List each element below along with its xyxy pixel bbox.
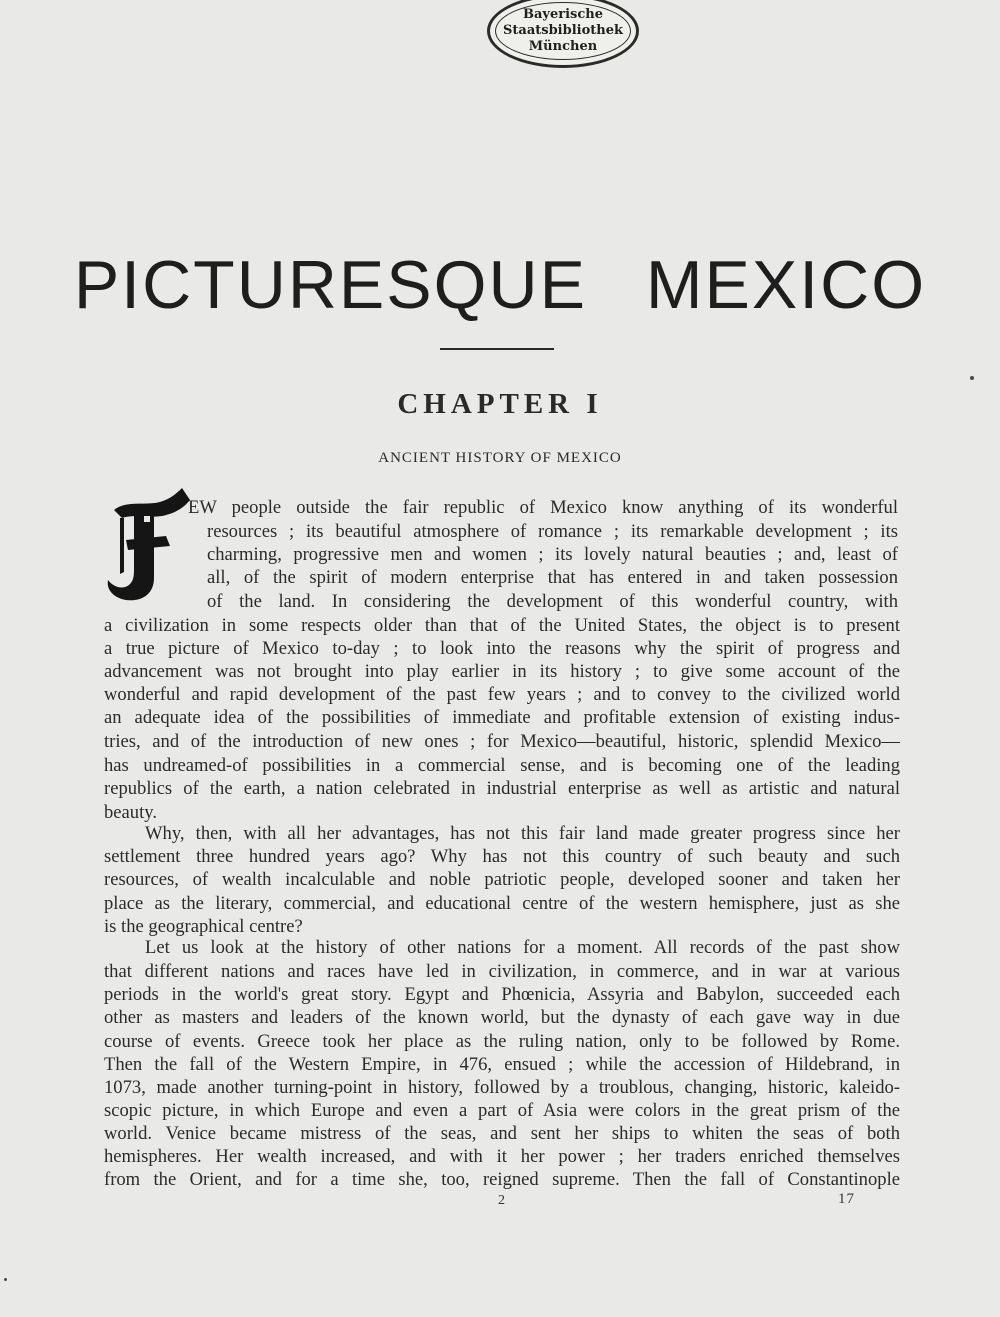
body-line: of the land. In considering the development of this wonderful country, with bbox=[207, 591, 898, 612]
body-line: Let us look at the history of other nations for a moment. All records of the past show bbox=[145, 937, 900, 958]
body-line: world. Venice became mistress of the seas, and sent her ships to whiten the seas of both bbox=[104, 1123, 900, 1144]
page-number: 17 bbox=[838, 1191, 855, 1207]
body-line: from the Orient, and for a time she, too, reigned supreme. Then the fall of Constantinople bbox=[104, 1169, 900, 1190]
body-line: place as the literary, commercial, and educational centre of the western hemisphere, just as she bbox=[104, 893, 900, 914]
body-line: all, of the spirit of modern enterprise that has entered in and taken possession bbox=[207, 567, 898, 588]
body-line: charming, progressive men and women ; its lovely natural beauties ; and, least of bbox=[207, 544, 898, 565]
body-line: advancement was not brought into play earlier in its history ; to give some account of the bbox=[104, 661, 900, 682]
body-line: Then the fall of the Western Empire, in 476, ensued ; while the accession of Hildebrand, in bbox=[104, 1054, 900, 1075]
body-line: that different nations and races have led in civilization, in commerce, and in war at various bbox=[104, 961, 900, 982]
body-line: 1073, made another turning-point in history, followed by a troublous, changing, historic, kaleido- bbox=[104, 1077, 900, 1098]
body-line: beauty. bbox=[104, 802, 158, 823]
chapter-heading: CHAPTER I bbox=[397, 388, 603, 420]
dropcap-letter-icon bbox=[104, 486, 190, 604]
body-line: a true picture of Mexico to-day ; to look into the reasons why the spirit of progress and bbox=[104, 638, 900, 659]
body-line: resources ; its beautiful atmosphere of romance ; its remarkable development ; its bbox=[207, 521, 898, 542]
stamp-line: Staatsbibliothek bbox=[503, 23, 623, 38]
body-line: EW people outside the fair republic of Mexico know anything of its wonderful bbox=[188, 497, 898, 518]
chapter-subtitle: ANCIENT HISTORY OF MEXICO bbox=[378, 450, 622, 466]
stamp-line: München bbox=[528, 39, 598, 54]
body-line: other as masters and leaders of the known world, but the dynasty of each gave way in due bbox=[104, 1007, 900, 1028]
body-line: an adequate idea of the possibilities of immediate and profitable extension of existing indus- bbox=[104, 707, 900, 728]
body-line: republics of the earth, a nation celebrated in industrial enterprise as well as artistic and natural bbox=[104, 778, 900, 799]
library-stamp bbox=[487, 0, 639, 68]
scan-speck bbox=[970, 376, 974, 380]
body-line: wonderful and rapid development of the past few years ; and to convey to the civilized world bbox=[104, 684, 900, 705]
body-line: has undreamed-of possibilities in a commercial sense, and is becoming one of the leading bbox=[104, 755, 900, 776]
body-line: scopic picture, in which Europe and even a part of Asia were colors in the great prism of the bbox=[104, 1100, 900, 1121]
body-line: periods in the world's great story. Egypt and Phœnicia, Assyria and Babylon, succeeded each bbox=[104, 984, 900, 1005]
body-line: tries, and of the introduction of new ones ; for Mexico—beautiful, historic, splendid Mexico— bbox=[104, 731, 900, 752]
signature-mark: 2 bbox=[498, 1193, 505, 1208]
title-divider bbox=[440, 348, 554, 350]
body-line: is the geographical centre? bbox=[104, 916, 303, 937]
scan-speck bbox=[4, 1278, 7, 1281]
body-line: course of events. Greece took her place as the ruling nation, only to be followed by Rome. bbox=[104, 1031, 900, 1052]
body-line: Why, then, with all her advantages, has not this fair land made greater progress since her bbox=[145, 823, 900, 844]
body-line: resources, of wealth incalculable and noble patriotic people, developed sooner and taken her bbox=[104, 869, 900, 890]
book-title: PICTURESQUE MEXICO bbox=[73, 247, 927, 323]
body-line: a civilization in some respects older than that of the United States, the object is to present bbox=[104, 615, 900, 636]
stamp-line: Bayerische bbox=[523, 7, 603, 22]
body-line: hemispheres. Her wealth increased, and with it her power ; her traders enriched themselves bbox=[104, 1146, 900, 1167]
body-line: settlement three hundred years ago? Why has not this country of such beauty and such bbox=[104, 846, 900, 867]
